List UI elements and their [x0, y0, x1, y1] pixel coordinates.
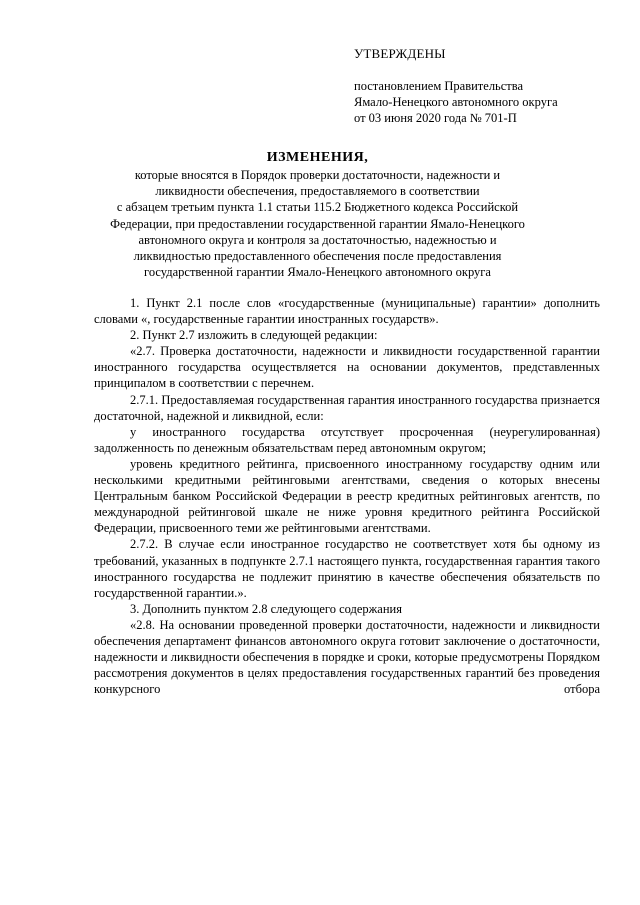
approval-line: от 03 июня 2020 года № 701-П — [354, 111, 517, 125]
heading-line: ликвидности обеспечения, предоставляемого в соответствии — [155, 184, 480, 199]
heading-line: ликвидностью предоставленного обеспечения после предоставления — [133, 249, 502, 264]
heading-line: автономного округа и контроля за достаточностью, надежностью и — [138, 232, 497, 247]
heading-line: Федерации, при предоставлении государственной гарантии Ямало-Ненецкого — [110, 216, 525, 231]
paragraph-item-1: 1. Пункт 2.1 после слов «государственные (муниципальные) гарантии» дополнить словами «, государственные гарантии иностранных государств». — [94, 296, 600, 327]
condition-credit-rating: уровень кредитного рейтинга, присвоенного иностранному государству одним или несколькими кредитными рейтинговыми агентствами, сведения о которых внесены Центральным банком Российской Федерации в реестр кредитных рейтинговых агентств, по международной рейтинговой шкале не ниже уровня кредитного рейтинга Российской Федерации, присвоенного теми же рейтинговыми агентствами. — [94, 456, 600, 536]
paragraph-2-7: «2.7. Проверка достаточности, надежности и ликвидности государственной гарантии иностранного государства осуществляется на основании документов, представленных принципалом в соответствии с перечнем. — [94, 344, 600, 391]
approval-block — [354, 46, 614, 126]
approval-heading: УТВЕРЖДЕНЫ — [354, 46, 446, 61]
paragraph-2-8: «2.8. На основании проведенной проверки достаточности, надежности и ликвидности обеспечения департамент финансов автономного округа готовит заключение о достаточности, надежности и ликвидности обеспечения в порядке и сроки, которые предусмотрены Порядком рассмотрения документов в целях предоставления государственных гарантий без проведения конкурсного отбора — [94, 617, 600, 697]
approval-line: Ямало-Ненецкого автономного округа — [354, 95, 558, 109]
document-title: ИЗМЕНЕНИЯ, — [266, 150, 369, 165]
paragraph-item-3: 3. Дополнить пунктом 2.8 следующего содержания — [130, 601, 402, 616]
paragraph-item-2: 2. Пункт 2.7 изложить в следующей редакции: — [130, 328, 378, 343]
heading-line: государственной гарантии Ямало-Ненецкого автономного округа — [144, 265, 491, 280]
heading-line: с абзацем третьим пункта 1.1 статьи 115.2 Бюджетного кодекса Российской — [116, 200, 519, 215]
document-body — [94, 295, 600, 697]
heading-line: которые вносятся в Порядок проверки достаточности, надежности и — [134, 168, 501, 182]
paragraph-2-7-1: 2.7.1. Предоставляемая государственная гарантия иностранного государства признается достаточной, надежной и ликвидной, если: — [94, 392, 600, 423]
condition-no-debt: у иностранного государства отсутствует просроченная (неурегулированная) задолженность по денежным обязательствам перед автономным округом; — [94, 424, 600, 455]
paragraph-2-7-2: 2.7.2. В случае если иностранное государство не соответствует хотя бы одному из требований, указанных в подпункте 2.7.1 настоящего пункта, государственная гарантия такого иностранного государства не подлежит принятию в качестве обеспечения обязательств по государственной гарантии.». — [94, 537, 600, 600]
approval-line: постановлением Правительства — [354, 79, 524, 93]
document-heading — [70, 149, 565, 280]
